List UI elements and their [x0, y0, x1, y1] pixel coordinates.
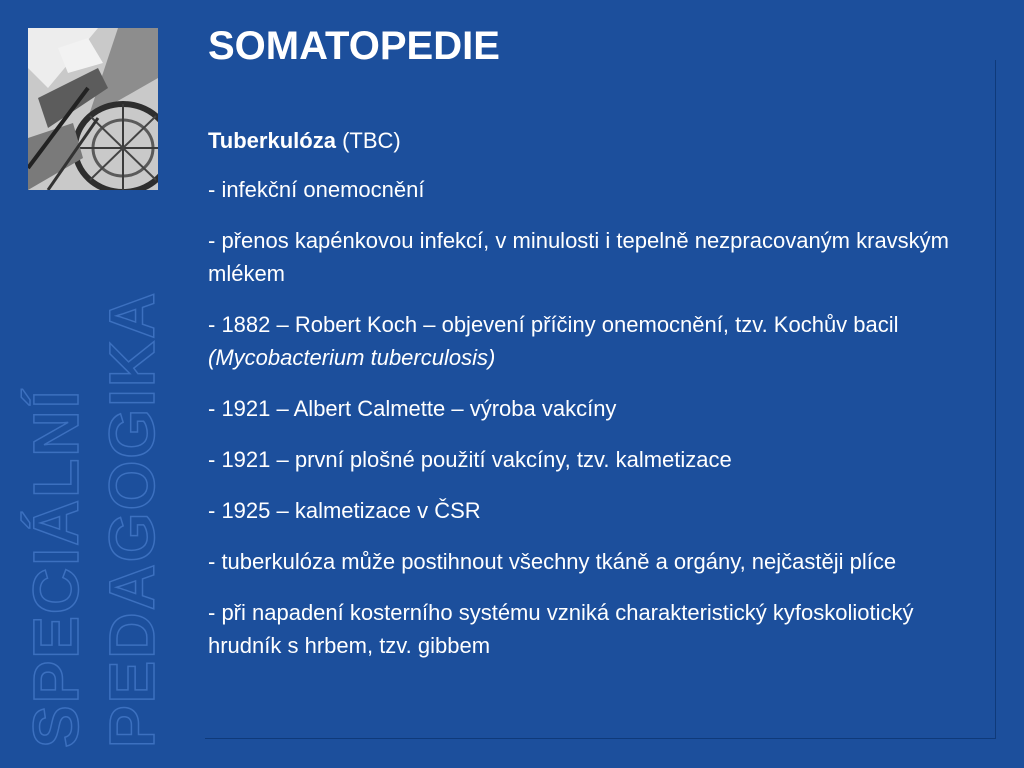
bullet-item: - 1921 – první plošné použití vakcíny, tzv. kalmetizace — [208, 447, 732, 472]
topic-heading-rest: (TBC) — [335, 128, 401, 153]
bullet-item: - 1925 – kalmetizace v ČSR — [208, 498, 481, 523]
bullet-item: - 1921 – Albert Calmette – výroba vakcíny — [208, 396, 617, 421]
bullet-italic: (Mycobacterium tuberculosis) — [208, 345, 496, 370]
bullet-item: - infekční onemocnění — [208, 177, 425, 202]
topic-heading-bold: Tuberkulóza — [208, 128, 336, 153]
bullet-item: - při napadení kosterního systému vzniká charakteristický kyfoskoliotický hrudník s hrbem, tzv. gibbem — [208, 600, 914, 658]
slide-content — [208, 124, 978, 680]
slide-title: SOMATOPEDIE — [208, 24, 500, 68]
topic-heading — [208, 124, 978, 157]
frame-line-bottom — [205, 738, 996, 739]
frame-line-right — [995, 60, 996, 738]
bullet-item: - 1882 – Robert Koch – objevení příčiny onemocnění, tzv. Kochův bacil (Mycobacterium tuberculosis) — [208, 312, 899, 370]
bullet-item: - přenos kapénkovou infekcí, v minulosti i tepelně nezpracovaným kravským mlékem — [208, 228, 950, 286]
wheelchair-photo — [28, 28, 158, 190]
side-text-pedagogika: PEDAGOGIKA — [96, 290, 168, 748]
bullet-item: - tuberkulóza může postihnout všechny tkáně a orgány, nejčastěji plíce — [208, 549, 897, 574]
side-text-specialni: SPECIÁLNÍ — [20, 388, 92, 748]
